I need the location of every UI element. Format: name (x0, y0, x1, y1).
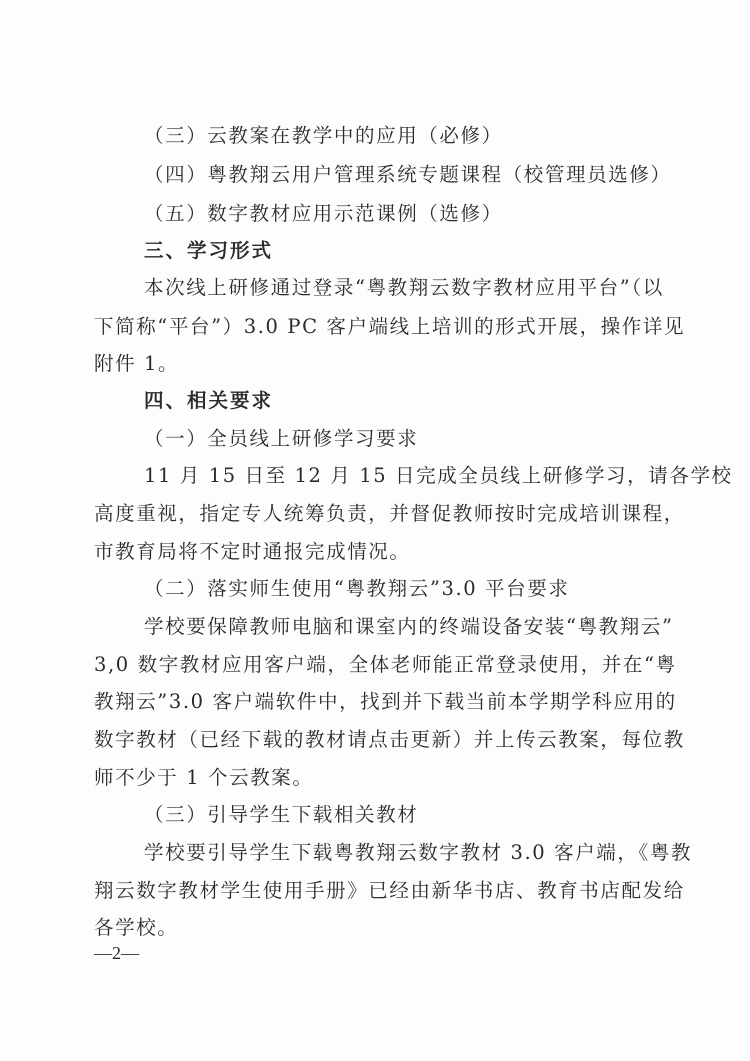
list-item-3: （三）云教案在教学中的应用（必修） (144, 124, 503, 147)
paragraph-line: 师不少于 1 个云教案。 (94, 766, 314, 789)
page-number: —2— (94, 943, 139, 963)
subsection-title-3: （三）引导学生下载相关教材 (144, 803, 419, 826)
paragraph-line: 各学校。 (94, 916, 179, 939)
paragraph-line: 3,0 数字教材应用客户端，全体老师能正常登录使用，并在“粤 (94, 653, 677, 676)
paragraph-line: 教翔云”3.0 客户端软件中，找到并下载当前本学期学科应用的 (94, 690, 677, 713)
section-heading-learning-form: 三、学习形式 (144, 239, 274, 262)
section-heading-requirements: 四、相关要求 (144, 389, 274, 412)
list-item-4: （四）粤教翔云用户管理系统专题课程（校管理员选修） (144, 163, 672, 186)
paragraph-line: 学校要引导学生下载粤教翔云数字教材 3.0 客户端，《粤教 (144, 841, 693, 864)
paragraph-line: 附件 1。 (94, 352, 180, 375)
paragraph-line: 高度重视，指定专人统筹负责，并督促教师按时完成培训课程， (94, 502, 685, 525)
paragraph-line: 市教育局将不定时通报完成情况。 (94, 540, 411, 563)
paragraph-line: 数字教材（已经下载的教材请点击更新）并上传云教案，每位教 (94, 728, 685, 751)
list-item-5: （五）数字教材应用示范课例（选修） (144, 202, 503, 225)
paragraph-line: 下简称“平台”）3.0 PC 客户端线上培训的形式开展，操作详见 (94, 315, 686, 338)
paragraph-line: 学校要保障教师电脑和课室内的终端设备安装“粤教翔云” (144, 615, 674, 638)
paragraph-line: 本次线上研修通过登录“粤教翔云数字教材应用平台”（以 (144, 276, 664, 299)
subsection-title-2: （二）落实师生使用“粤教翔云”3.0 平台要求 (144, 577, 570, 600)
subsection-title-1: （一）全员线上研修学习要求 (144, 427, 419, 450)
paragraph-line: 11 月 15 日至 12 月 15 日完成全员线上研修学习，请各学校 (144, 464, 733, 487)
paragraph-line: 翔云数字教材学生使用手册》已经由新华书店、教育书店配发给 (94, 879, 685, 902)
